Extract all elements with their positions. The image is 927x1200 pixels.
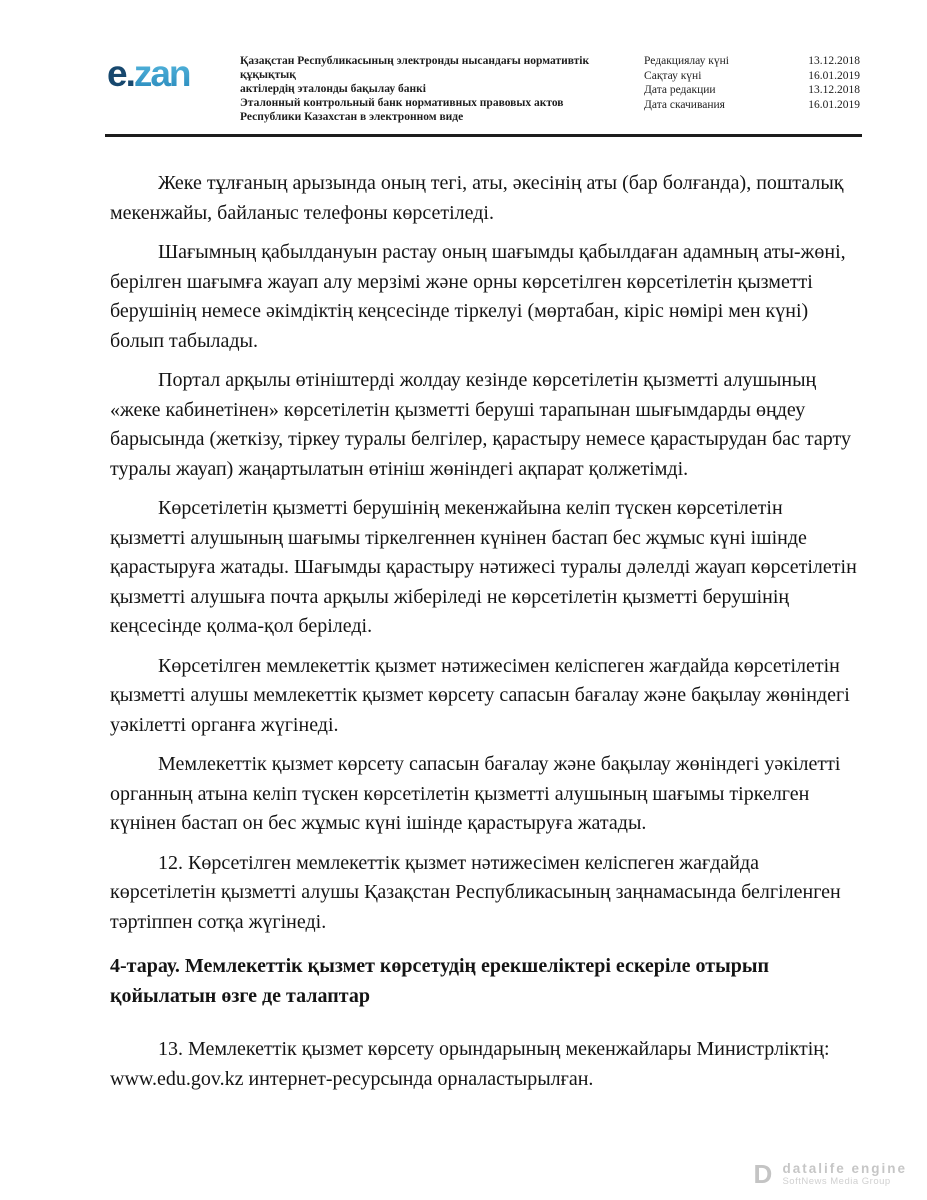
chapter-heading: 4-тарау. Мемлекеттік қызмет көрсетудің ерекшеліктері ескеріле отырып қойылатын өзге де талаптар [110, 955, 769, 1007]
org-line: Қазақстан Республикасының электронды нысандағы нормативтік құқықтық [240, 55, 590, 81]
meta-value: 16.01.2019 [808, 69, 860, 82]
meta-row [644, 83, 860, 98]
paragraph: Шағымның қабылдануын растау оның шағымды қабылдаған адамның аты-жөні, берілген шағымға жауап алу мерзімі және орны көрсетілген көрсетілетін қызметті берушінің немесе әкімдіктің кеңсесінде тіркелуі (мөртабан, кіріс нөмірі мен күні) болып табылады. [110, 241, 846, 352]
paragraph: Көрсетілген мемлекеттік қызмет нәтижесімен келіспеген жағдайда көрсетілетін қызметті алушы мемлекеттік қызмет көрсету сапасын бағалау және бақылау жөніндегі уәкілетті органға жүгінеді. [110, 654, 850, 736]
paragraph: Жеке тұлғаның арызында оның тегі, аты, әкесінің аты (бар болғанда), пошталық мекенжайы, байланыс телефоны көрсетіледі. [110, 172, 844, 224]
org-line: Эталонный контрольный банк нормативных правовых актов [240, 97, 564, 109]
paragraph: 13. Мемлекеттік қызмет көрсету орындарының мекенжайлары Министрліктің: www.edu.gov.kz интернет-ресурсында орналастырылған. [110, 1038, 830, 1090]
meta-value: 13.12.2018 [808, 55, 860, 67]
org-line: актілердің эталонды бақылау банкі [240, 83, 426, 95]
organization-title [240, 50, 644, 124]
meta-value: 16.01.2019 [808, 98, 860, 111]
document-dates [644, 50, 860, 112]
meta-row [644, 69, 860, 84]
meta-label: Дата скачивания [644, 98, 725, 111]
page-header [0, 0, 927, 124]
meta-label: Редакциялау күні [644, 55, 729, 67]
paragraph: Портал арқылы өтініштерді жолдау кезінде көрсетілетін қызметті алушының «жеке кабинетінен» көрсетілетін қызметті беруші тарапынан шығымдарды өңдеу барысында (жеткізу, тіркеу туралы белгілер, қарастыру немесе қарастырудан бас тарту туралы жауап) жаңартылатын өтініш жөніндегі ақпарат қолжетімді. [110, 369, 852, 480]
meta-row [644, 54, 860, 69]
logo-part-dark: e. [107, 53, 134, 94]
org-line: Республики Казахстан в электронном виде [240, 111, 464, 123]
paragraph: Көрсетілетін қызметті берушінің мекенжайына келіп түскен көрсетілетін қызметті алушының шағымы тіркелгеннен күнінен бастап бес жұмыс күні ішінде қарастыруға жатады. Шағымды қарастыру нәтижесі туралы дәлелді жауап көрсетілетін қызметті алушыға почта арқылы жіберіледі не көрсетілетін қызметті берушінің кеңсесінде қолма-қол беріледі. [110, 497, 857, 637]
datalife-engine-watermark [753, 1161, 907, 1187]
watermark-text [782, 1162, 907, 1187]
paragraph: 12. Көрсетілген мемлекеттік қызмет нәтижесімен келіспеген жағдайда көрсетілетін қызметті алушы Қазақстан Республикасының заңнамасында белгіленген тәртіппен сотқа жүгінеді. [110, 851, 841, 933]
meta-row [644, 98, 860, 113]
document-body [0, 137, 927, 1094]
logo-part-light: zan [133, 53, 190, 94]
ezan-logo [107, 50, 240, 92]
meta-label: Дата редакции [644, 84, 716, 96]
watermark-subtitle: SoftNews Media Group [782, 1175, 891, 1187]
watermark-title: datalife engine [782, 1160, 907, 1176]
datalife-logo-icon: D [753, 1159, 773, 1189]
meta-value: 13.12.2018 [808, 84, 860, 96]
meta-label: Сақтау күні [644, 69, 702, 82]
paragraph: Мемлекеттік қызмет көрсету сапасын бағалау және бақылау жөніндегі уәкілетті органның атына келіп түскен көрсетілетін қызметті алушының шағымы тіркелген күнінен бастап он бес жұмыс күні ішінде қарастыруға жатады. [110, 753, 841, 834]
